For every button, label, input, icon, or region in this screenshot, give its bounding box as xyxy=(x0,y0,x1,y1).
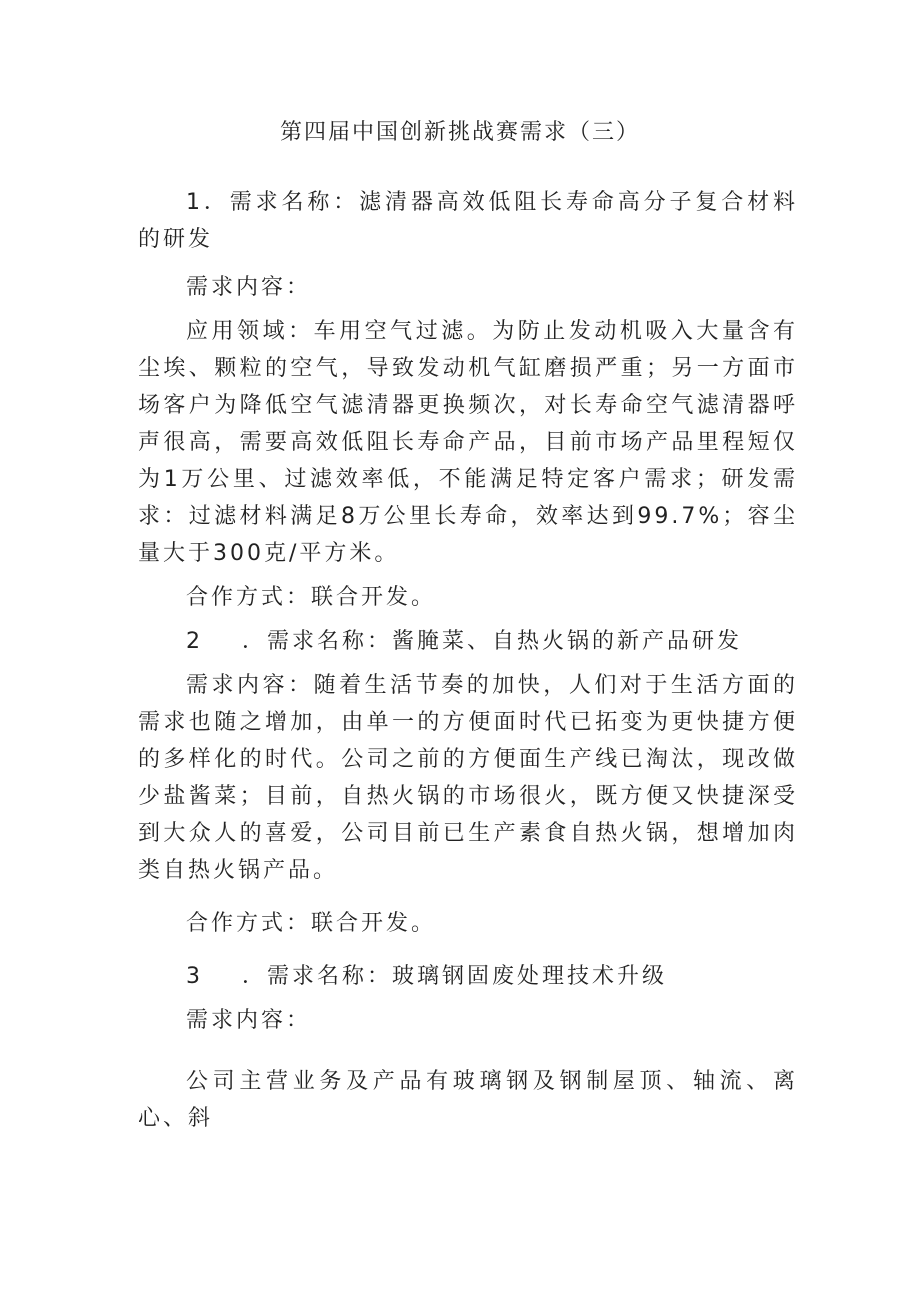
item-3-content: 公司主营业务及产品有玻璃钢及钢制屋顶、轴流、离心、斜 xyxy=(138,1069,798,1131)
item-3-number: 3 xyxy=(186,964,203,989)
item-3-heading xyxy=(138,958,798,995)
item-2-cooperation: 合作方式：联合开发。 xyxy=(186,911,437,936)
item-1-heading: 1．需求名称：滤清器高效低阻长寿命高分子复合材料的研发 xyxy=(138,190,798,252)
item-2-number: 2 xyxy=(186,629,203,654)
item-3-heading-text: ．需求名称：玻璃钢固废处理技术升级 xyxy=(242,964,668,989)
item-1-content: 应用领域：车用空气过滤。为防止发动机吸入大量含有尘埃、颗粒的空气，导致发动机气缸磨损严重；另一方面市场客户为降低空气滤清器更换频次，对长寿命空气滤清器呼声很高，需要高效低阻长寿命产品，目前市场产品里程短仅为1万公里、过滤效率低，不能满足特定客户需求；研发需求：过滤材料满足8万公里长寿命，效率达到99.7%；容尘量大于300克/平方米。 xyxy=(138,319,798,566)
item-2-heading-text: ．需求名称：酱腌菜、自热火锅的新产品研发 xyxy=(242,629,743,654)
item-2-heading xyxy=(138,623,798,660)
item-2-content: 需求内容：随着生活节奏的加快，人们对于生活方面的需求也随之增加，由单一的方便面时代已拓变为更快捷方便的多样化的时代。公司之前的方便面生产线已淘汰，现改做少盐酱菜；目前，自热火锅的市场很火，既方便又快捷深受到大众人的喜爱，公司目前已生产素食自热火锅，想增加肉类自热火锅产品。 xyxy=(138,673,798,883)
document-title: 第四届中国创新挑战赛需求（三） xyxy=(279,120,640,145)
item-3-content-label: 需求内容： xyxy=(186,1008,312,1033)
document-body xyxy=(138,184,798,1137)
item-1-content-label: 需求内容： xyxy=(186,275,312,300)
item-1-cooperation: 合作方式：联合开发。 xyxy=(186,585,437,610)
